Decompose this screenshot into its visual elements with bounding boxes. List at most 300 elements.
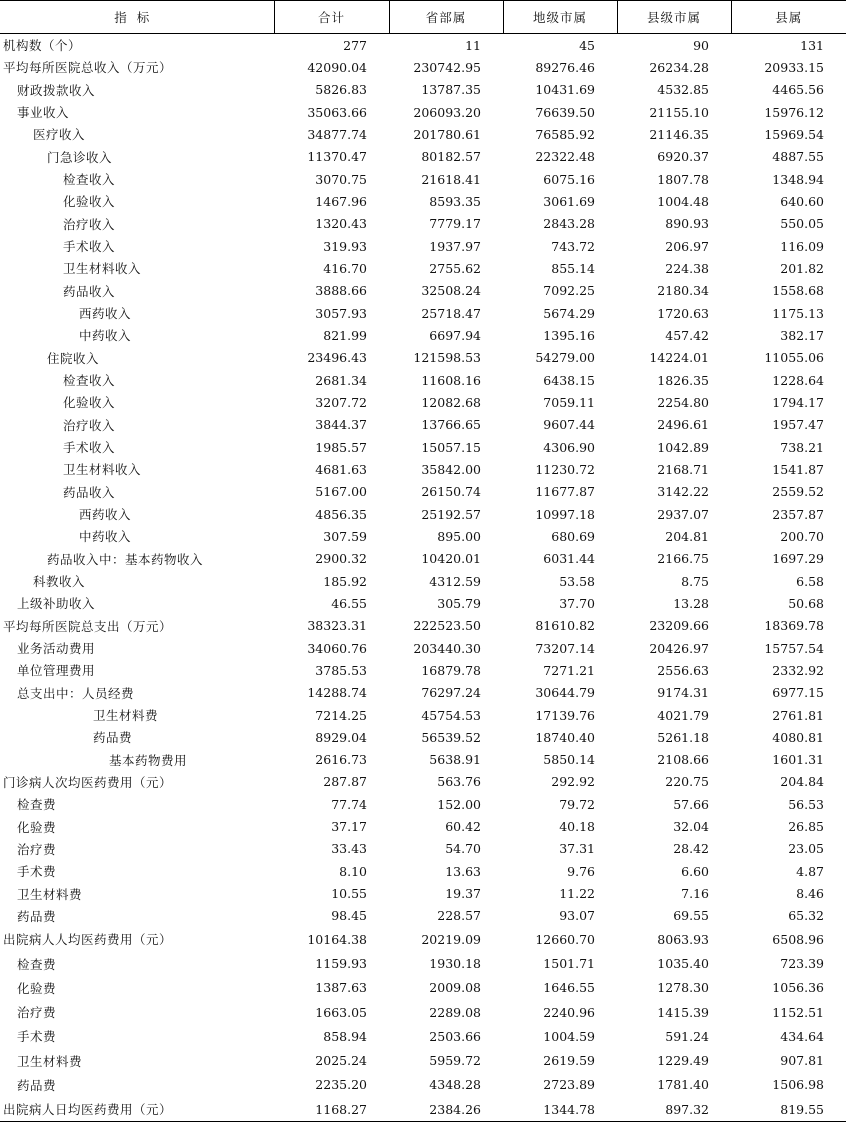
row-value: 7059.11 <box>543 394 595 410</box>
row-value: 1985.57 <box>315 439 367 455</box>
row-value: 15976.12 <box>764 104 824 120</box>
row-label: 卫生材料费 <box>17 1053 83 1069</box>
row-value: 230742.95 <box>413 59 481 75</box>
row-value: 10997.18 <box>535 506 595 522</box>
row-value: 1056.36 <box>772 980 824 996</box>
row-value: 11370.47 <box>307 149 367 165</box>
row-value: 13787.35 <box>421 82 481 98</box>
row-value: 1035.40 <box>657 956 709 971</box>
table-row <box>0 548 846 570</box>
row-value: 11230.72 <box>535 461 595 477</box>
row-value: 54.70 <box>445 841 481 857</box>
row-label: 化验收入 <box>63 194 116 210</box>
row-value: 25718.47 <box>421 305 481 321</box>
row-value: 5959.72 <box>429 1053 481 1068</box>
row-value: 9.76 <box>567 863 595 879</box>
row-value: 6438.15 <box>543 372 595 388</box>
table-row <box>0 860 846 882</box>
row-label: 单位管理费用 <box>17 663 96 679</box>
row-value: 2559.52 <box>772 484 824 500</box>
row-value: 1278.30 <box>657 980 709 996</box>
row-label: 药品费 <box>93 730 133 746</box>
row-value: 1004.59 <box>543 1028 595 1044</box>
row-label: 西药收入 <box>79 507 132 523</box>
row-value: 38323.31 <box>307 618 367 634</box>
row-value: 6508.96 <box>772 931 824 947</box>
row-value: 10420.01 <box>421 551 481 567</box>
row-value: 819.55 <box>731 1097 846 1122</box>
row-value: 20933.15 <box>764 59 824 75</box>
row-label: 手术收入 <box>63 440 116 456</box>
row-value: 7779.17 <box>429 216 481 232</box>
row-label: 平均每所医院总支出（万元） <box>3 618 173 634</box>
table-header-row <box>0 1 846 34</box>
row-label: 治疗费 <box>17 1005 57 1020</box>
row-value: 77.74 <box>331 796 367 812</box>
row-value: 2235.20 <box>315 1077 367 1093</box>
row-value: 2681.34 <box>315 372 367 388</box>
row-value: 2755.62 <box>429 260 481 276</box>
row-value: 28.42 <box>673 841 709 857</box>
table-row <box>0 302 846 324</box>
table-row <box>0 815 846 837</box>
row-label: 中药收入 <box>79 529 132 545</box>
row-value: 15057.15 <box>421 439 481 455</box>
row-label: 卫生材料费 <box>17 886 83 902</box>
row-value: 680.69 <box>551 528 595 544</box>
row-value: 32.04 <box>673 819 709 835</box>
table-row <box>0 838 846 860</box>
row-value: 890.93 <box>665 216 709 232</box>
row-value: 2240.96 <box>543 1004 595 1020</box>
row-value: 1794.17 <box>772 394 824 410</box>
row-value: 416.70 <box>323 260 367 276</box>
row-value: 7092.25 <box>543 283 595 299</box>
row-value: 10.55 <box>331 886 367 902</box>
row-label: 门急诊收入 <box>47 149 113 165</box>
table-row <box>0 347 846 369</box>
row-label: 门诊病人次均医药费用（元） <box>3 774 173 790</box>
header-total: 合计 <box>274 1 389 34</box>
row-value: 15757.54 <box>764 640 824 656</box>
row-value: 23209.66 <box>649 618 709 634</box>
row-value: 723.39 <box>780 956 824 971</box>
table-row <box>0 168 846 190</box>
row-value: 3057.93 <box>315 305 367 321</box>
row-value: 1807.78 <box>657 171 709 187</box>
row-value: 204.84 <box>780 774 824 790</box>
row-value: 14224.01 <box>649 350 709 366</box>
row-value: 1152.51 <box>772 1004 824 1020</box>
table-row <box>0 771 846 793</box>
row-value: 201.82 <box>780 260 824 276</box>
row-label: 药品收入中：基本药物收入 <box>47 551 204 567</box>
row-label: 卫生材料费 <box>93 708 159 723</box>
row-value: 7271.21 <box>543 662 595 678</box>
row-value: 305.79 <box>437 595 481 611</box>
row-value: 1501.71 <box>543 956 595 971</box>
table-row <box>0 726 846 748</box>
table-row <box>0 280 846 302</box>
row-value: 60.42 <box>445 819 481 835</box>
row-value: 3061.69 <box>543 193 595 209</box>
table-row <box>0 146 846 168</box>
row-value: 19.37 <box>445 886 481 902</box>
row-value: 42090.04 <box>307 59 367 75</box>
row-value: 34060.76 <box>307 640 367 656</box>
row-value: 81610.82 <box>535 618 595 634</box>
row-label: 检查收入 <box>63 373 116 389</box>
row-value: 46.55 <box>331 595 367 611</box>
table-row <box>0 436 846 458</box>
table-row <box>0 570 846 592</box>
row-label: 出院病人人均医药费用（元） <box>3 932 173 948</box>
row-value: 5826.83 <box>315 82 367 98</box>
row-value: 16879.78 <box>421 662 481 678</box>
row-value: 743.72 <box>551 238 595 254</box>
row-value: 26.85 <box>788 819 824 835</box>
row-value: 222523.50 <box>413 618 481 634</box>
row-value: 1663.05 <box>315 1004 367 1020</box>
row-value: 821.99 <box>323 327 367 343</box>
row-label: 药品收入 <box>63 484 116 500</box>
row-value: 32508.24 <box>421 283 481 299</box>
table-row <box>0 414 846 436</box>
row-value: 2496.61 <box>657 417 709 433</box>
row-value: 13.63 <box>445 863 481 879</box>
row-value: 79.72 <box>559 796 595 812</box>
row-value: 307.59 <box>323 528 367 544</box>
row-value: 152.00 <box>437 796 481 812</box>
row-value: 76639.50 <box>535 104 595 120</box>
row-value: 206093.20 <box>413 104 481 120</box>
row-value: 40.18 <box>559 819 595 835</box>
row-value: 1348.94 <box>772 171 824 187</box>
row-value: 53.58 <box>559 573 595 589</box>
header-prefecture-city: 地级市属 <box>503 1 617 34</box>
row-value: 1004.48 <box>657 193 709 209</box>
row-value: 11677.87 <box>535 484 595 500</box>
row-value: 220.75 <box>665 774 709 790</box>
row-value: 2503.66 <box>429 1028 481 1044</box>
table-row <box>0 458 846 480</box>
row-value: 8593.35 <box>429 193 481 209</box>
row-value: 69.55 <box>673 908 709 924</box>
row-value: 12660.70 <box>535 931 595 947</box>
row-value: 6.58 <box>796 573 824 589</box>
row-value: 895.00 <box>437 528 481 544</box>
table-row <box>0 882 846 904</box>
row-value: 54279.00 <box>535 350 595 366</box>
row-value: 1646.55 <box>543 980 595 996</box>
row-value: 2357.87 <box>772 506 824 522</box>
row-value: 4080.81 <box>772 729 824 745</box>
table-row <box>0 503 846 525</box>
row-value: 7214.25 <box>315 707 367 723</box>
row-value: 6075.16 <box>543 171 595 187</box>
row-value: 76297.24 <box>421 685 481 701</box>
row-label: 检查收入 <box>63 172 116 188</box>
row-value: 23496.43 <box>307 350 367 366</box>
row-value: 57.66 <box>673 796 709 812</box>
row-label: 总支出中：人员经费 <box>17 685 135 701</box>
row-label: 事业收入 <box>17 105 70 121</box>
row-label: 西药收入 <box>79 306 132 322</box>
table-row <box>0 257 846 279</box>
row-label: 手术收入 <box>63 239 116 255</box>
row-value: 11 <box>465 37 481 53</box>
table-row <box>0 79 846 101</box>
row-value: 8063.93 <box>657 931 709 947</box>
row-value: 50.68 <box>788 595 824 611</box>
row-value: 21155.10 <box>649 104 709 120</box>
row-value: 6031.44 <box>543 551 595 567</box>
table-row <box>0 951 846 975</box>
table-row <box>0 749 846 771</box>
row-label: 上级补助收入 <box>17 596 96 612</box>
row-value: 3207.72 <box>315 394 367 410</box>
row-label: 治疗收入 <box>63 216 116 232</box>
row-value: 434.64 <box>780 1028 824 1044</box>
row-value: 11.22 <box>559 886 595 902</box>
row-value: 5850.14 <box>543 752 595 768</box>
row-label: 卫生材料收入 <box>63 462 142 478</box>
row-value: 3844.37 <box>315 417 367 433</box>
row-value: 382.17 <box>780 327 824 343</box>
row-value: 201780.61 <box>413 126 481 142</box>
row-value: 200.70 <box>780 528 824 544</box>
row-value: 35063.66 <box>307 104 367 120</box>
row-value: 6697.94 <box>429 327 481 343</box>
row-value: 2166.75 <box>657 551 709 567</box>
row-value: 8.10 <box>339 863 367 879</box>
row-label: 卫生材料收入 <box>63 261 142 277</box>
table-body <box>0 34 846 1122</box>
row-value: 277 <box>343 37 367 53</box>
row-value: 4856.35 <box>315 506 367 522</box>
row-value: 4.87 <box>796 863 824 879</box>
row-value: 2108.66 <box>657 752 709 768</box>
row-value: 2180.34 <box>657 283 709 299</box>
row-value: 21146.35 <box>649 126 709 142</box>
row-value: 56539.52 <box>421 729 481 745</box>
table-row <box>0 1000 846 1024</box>
table-row <box>0 592 846 614</box>
table-row <box>0 190 846 212</box>
row-value: 131 <box>800 37 824 53</box>
row-value: 21618.41 <box>421 171 481 187</box>
row-value: 2843.28 <box>543 216 595 232</box>
row-value: 2761.81 <box>772 707 824 723</box>
table-row <box>0 976 846 1000</box>
row-label: 平均每所医院总收入（万元） <box>3 60 173 76</box>
table-row <box>0 659 846 681</box>
row-label: 检查费 <box>17 797 57 813</box>
row-value: 80182.57 <box>421 149 481 165</box>
table-row <box>0 637 846 659</box>
row-value: 1175.13 <box>772 305 824 321</box>
row-value: 4681.63 <box>315 461 367 477</box>
row-label: 中药收入 <box>79 328 132 344</box>
row-value: 8929.04 <box>315 729 367 745</box>
row-value: 2556.63 <box>657 662 709 678</box>
row-label: 基本药物费用 <box>109 752 188 768</box>
row-value: 855.14 <box>551 260 595 276</box>
row-value: 20426.97 <box>649 640 709 656</box>
row-value: 2937.07 <box>657 506 709 522</box>
row-value: 23.05 <box>788 841 824 857</box>
row-value: 1937.97 <box>429 238 481 254</box>
row-value: 3888.66 <box>315 283 367 299</box>
row-label: 手术费 <box>17 1029 57 1045</box>
header-indicator: 指标 <box>0 1 274 34</box>
row-value: 2168.71 <box>657 461 709 477</box>
row-value: 738.21 <box>780 439 824 455</box>
row-value: 1601.31 <box>772 752 824 768</box>
row-value: 1344.78 <box>503 1097 617 1122</box>
row-value: 897.32 <box>617 1097 731 1122</box>
row-value: 22322.48 <box>535 149 595 165</box>
row-value: 2384.26 <box>389 1097 503 1122</box>
row-value: 45754.53 <box>421 707 481 723</box>
table-row <box>0 793 846 815</box>
row-value: 319.93 <box>323 238 367 254</box>
row-value: 640.60 <box>780 193 824 209</box>
row-value: 287.87 <box>323 774 367 790</box>
row-value: 18740.40 <box>535 729 595 745</box>
row-value: 2900.32 <box>315 551 367 567</box>
row-label: 业务活动费用 <box>17 641 96 657</box>
row-value: 5261.18 <box>657 729 709 745</box>
row-value: 1387.63 <box>315 980 367 996</box>
row-label: 治疗费 <box>17 841 57 857</box>
row-value: 1320.43 <box>315 216 367 232</box>
row-value: 10164.38 <box>307 931 367 947</box>
row-value: 3070.75 <box>315 171 367 187</box>
row-value: 18369.78 <box>764 618 824 634</box>
row-label: 药品费 <box>17 908 57 924</box>
table-row <box>0 369 846 391</box>
row-label: 治疗收入 <box>63 417 116 433</box>
row-value: 45 <box>579 37 595 53</box>
row-value: 13.28 <box>673 595 709 611</box>
row-value: 563.76 <box>437 774 481 790</box>
row-value: 11055.06 <box>764 350 824 366</box>
row-value: 3785.53 <box>315 662 367 678</box>
row-value: 1229.49 <box>657 1053 709 1068</box>
row-value: 5674.29 <box>543 305 595 321</box>
table-row <box>0 213 846 235</box>
table-row <box>0 1073 846 1097</box>
table-row <box>0 123 846 145</box>
row-value: 90 <box>693 37 709 53</box>
row-value: 5638.91 <box>429 752 481 768</box>
row-value: 37.70 <box>559 595 595 611</box>
table-row <box>0 615 846 637</box>
row-value: 35842.00 <box>421 461 481 477</box>
table-row <box>0 324 846 346</box>
row-label: 出院病人日均医药费用（元） <box>0 1097 274 1122</box>
row-value: 4465.56 <box>772 82 824 98</box>
row-value: 37.31 <box>559 841 595 857</box>
row-value: 907.81 <box>780 1053 824 1068</box>
row-value: 25192.57 <box>421 506 481 522</box>
row-value: 292.92 <box>551 774 595 790</box>
table-row <box>0 56 846 78</box>
row-value: 116.09 <box>780 238 824 254</box>
row-label: 化验费 <box>17 980 57 996</box>
row-label: 手术费 <box>17 864 57 880</box>
row-value: 3142.22 <box>657 484 709 500</box>
row-value: 4306.90 <box>543 439 595 455</box>
row-value: 2009.08 <box>429 980 481 996</box>
row-value: 11608.16 <box>421 372 481 388</box>
row-value: 1042.89 <box>657 439 709 455</box>
row-value: 2254.80 <box>657 394 709 410</box>
row-value: 2616.73 <box>315 752 367 768</box>
row-value: 30644.79 <box>535 685 595 701</box>
row-label: 药品收入 <box>63 283 116 299</box>
row-value: 4532.85 <box>657 82 709 98</box>
row-value: 1781.40 <box>657 1077 709 1093</box>
row-label: 药品费 <box>17 1077 57 1093</box>
row-value: 65.32 <box>788 908 824 924</box>
row-value: 98.45 <box>331 908 367 924</box>
row-value: 1168.27 <box>274 1097 389 1122</box>
row-value: 1159.93 <box>315 956 367 971</box>
row-value: 6977.15 <box>772 685 824 701</box>
row-value: 185.92 <box>323 573 367 589</box>
row-value: 457.42 <box>665 327 709 343</box>
row-value: 858.94 <box>323 1028 367 1044</box>
row-value: 1697.29 <box>772 551 824 567</box>
header-county: 县属 <box>731 1 846 34</box>
row-value: 7.16 <box>681 886 709 902</box>
row-value: 1228.64 <box>772 372 824 388</box>
table-row <box>0 34 846 57</box>
table-row <box>0 905 846 927</box>
row-value: 1558.68 <box>772 283 824 299</box>
row-value: 14288.74 <box>307 685 367 701</box>
row-value: 9174.31 <box>657 685 709 701</box>
row-value: 4348.28 <box>429 1077 481 1093</box>
row-label: 化验费 <box>17 819 57 835</box>
row-value: 33.43 <box>331 841 367 857</box>
row-value: 1826.35 <box>657 372 709 388</box>
row-value: 2723.89 <box>543 1077 595 1093</box>
row-value: 15969.54 <box>764 126 824 142</box>
row-value: 8.46 <box>796 886 824 902</box>
table-row <box>0 1097 846 1122</box>
row-value: 224.38 <box>665 260 709 276</box>
row-value: 56.53 <box>788 796 824 812</box>
table-row <box>0 1024 846 1048</box>
row-value: 591.24 <box>665 1028 709 1044</box>
row-label: 住院收入 <box>47 350 100 366</box>
row-value: 1541.87 <box>772 461 824 477</box>
row-value: 8.75 <box>681 573 709 589</box>
row-value: 6.60 <box>681 863 709 879</box>
row-value: 4312.59 <box>429 573 481 589</box>
header-county-city: 县级市属 <box>617 1 731 34</box>
row-value: 6920.37 <box>657 149 709 165</box>
row-value: 203440.30 <box>413 640 481 656</box>
row-value: 73207.14 <box>535 640 595 656</box>
table-row <box>0 525 846 547</box>
table-row <box>0 704 846 726</box>
row-label: 财政拨款收入 <box>17 82 96 98</box>
row-value: 2619.59 <box>543 1053 595 1068</box>
